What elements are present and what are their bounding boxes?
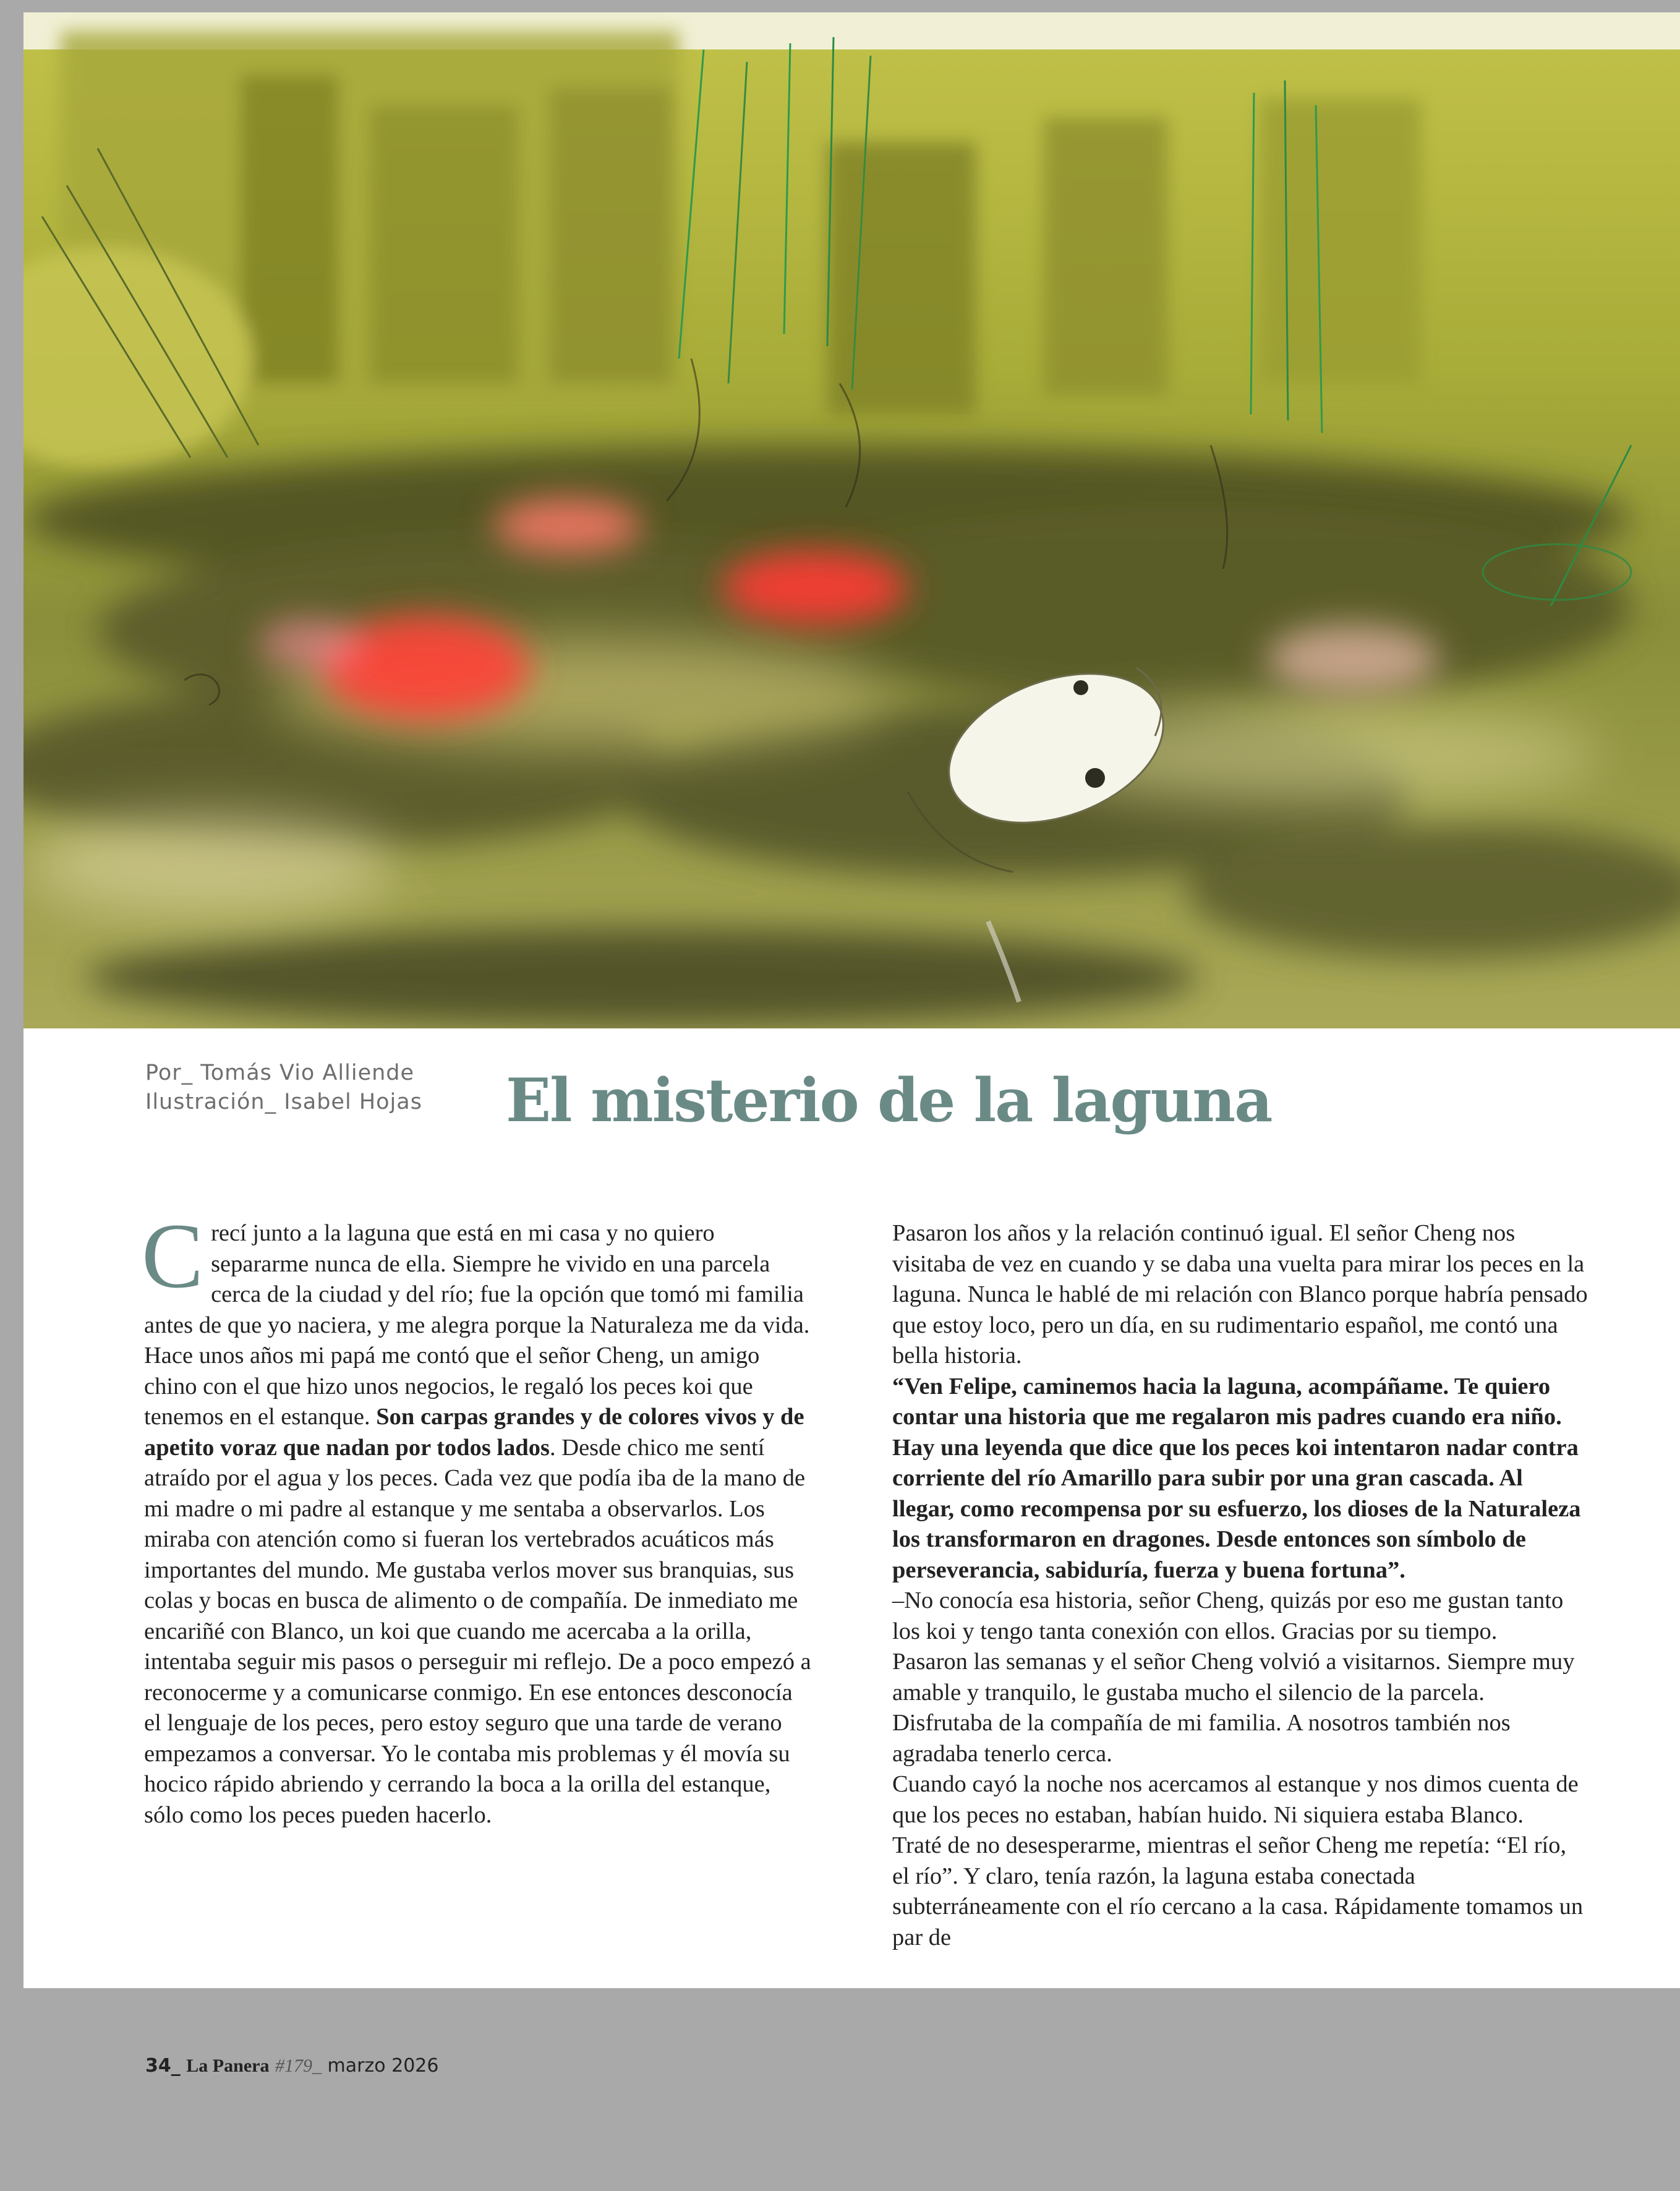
- paragraph: –No conocía esa historia, señor Cheng, quizás por eso me gustan tanto los koi y tengo tanta conexión con ellos. Gracias por su tiempo.: [892, 1587, 1564, 1644]
- drop-cap: C: [142, 1205, 204, 1307]
- paragraph-text: Hace unos años mi papá me contó que el señor Cheng, un amigo chino con el que hizo unos negocios, le regaló los peces koi que tenemos en el estanque.: [144, 1343, 760, 1430]
- article-credits: [145, 1059, 422, 1117]
- right-column: [892, 1218, 1588, 1953]
- paragraph-text: . Desde chico me sentí atraído por el agua y los peces. Cada vez que podía iba de la mano de mi madre o mi padre al estanque y me sentaba a observarlos. Los miraba con atención como si fueran los vertebrados acuáticos más importantes del mundo. Me gustaba verlos mover sus branquias, sus colas y bocas en busca de alimento o de compañía. De inmediato me encariñé con Blanco, un koi que cuando me acercaba a la orilla, intentaba seguir mis pasos o perseguir mi reflejo. De a poco empezó a reconocerme y a comunicarse conmigo. En ese entonces desconocía el lenguaje de los peces, pero estoy seguro que una tarde de verano empezamos a conversar. Yo le contaba mis problemas y él movía su hocico rápido abriendo y cerrando la boca a la orilla del estanque, sólo como los peces pueden hacerlo.: [144, 1434, 811, 1828]
- article-title: El misterio de la laguna: [506, 1066, 1272, 1135]
- page-number: 34_: [145, 2055, 181, 2077]
- magazine-page: [23, 12, 1680, 1988]
- paragraph-text: recí junto a la laguna que está en mi casa y no quiero separarme nunca de ella. Siempre he vivido en una parcela cerca de la ciudad y del río; fue la opción que tomó mi familia antes de que yo naciera, y me alegra porque la Naturaleza me da vida.: [144, 1220, 810, 1338]
- paragraph: [144, 1341, 815, 1830]
- paragraph: Pasaron los años y la relación continuó igual. El señor Cheng nos visitaba de vez en cuando y se daba una vuelta para mirar los peces en la laguna. Nunca le hablé de mi relación con Blanco porque habría pensado que estoy loco, pero un día, en su rudimentario español, me contó una bella historia.: [892, 1220, 1588, 1369]
- paragraph: Pasaron las semanas y el señor Cheng volvió a visitarnos. Siempre muy amable y tranquilo, le gustaba mucho el silencio de la parcela. Disfrutaba de la compañía de mi familia. A nosotros también nos agradaba tenerlo cerca.: [892, 1649, 1575, 1767]
- paragraph: Cuando cayó la noche nos acercamos al estanque y nos dimos cuenta de que los peces no estaban, habían huido. Ni siquiera estaba Blanco.: [892, 1771, 1579, 1828]
- page-footer: [145, 2055, 438, 2077]
- illustrator-credit: Ilustración_ Isabel Hojas: [145, 1090, 422, 1114]
- koi-pond-illustration: [23, 12, 1680, 1028]
- issue-number: #179_: [275, 2056, 322, 2076]
- magazine-name: La Panera: [186, 2056, 270, 2076]
- paragraph: [142, 1205, 815, 1341]
- quote-paragraph: “Ven Felipe, caminemos hacia la laguna, acompáñame. Te quiero contar una historia que me regalaron mis padres cuando era niño. Hay una leyenda que dice que los peces koi intentaron nadar contra corriente del río Amarillo para subir por una gran cascada. Al llegar, como recompensa por su esfuerzo, los dioses de la Naturaleza los transformaron en dragones. Desde entonces son símbolo de perseverancia, sabiduría, fuerza y buena fortuna”.: [892, 1373, 1581, 1583]
- paragraph-bold-text: Son carpas grandes y de colores vivos y de apetito voraz que nadan por todos lados: [144, 1404, 804, 1461]
- paragraph: Traté de no desesperarme, mientras el señor Cheng me repetía: “El río, el río”. Y claro, tenía razón, la laguna estaba conectada subterráneamente con el río cercano a la casa. Rápidamente tomamos un par de: [892, 1832, 1584, 1950]
- left-column: [142, 1205, 815, 1830]
- author-credit: Por_ Tomás Vio Alliende: [145, 1061, 415, 1085]
- issue-date: marzo 2026: [327, 2055, 439, 2077]
